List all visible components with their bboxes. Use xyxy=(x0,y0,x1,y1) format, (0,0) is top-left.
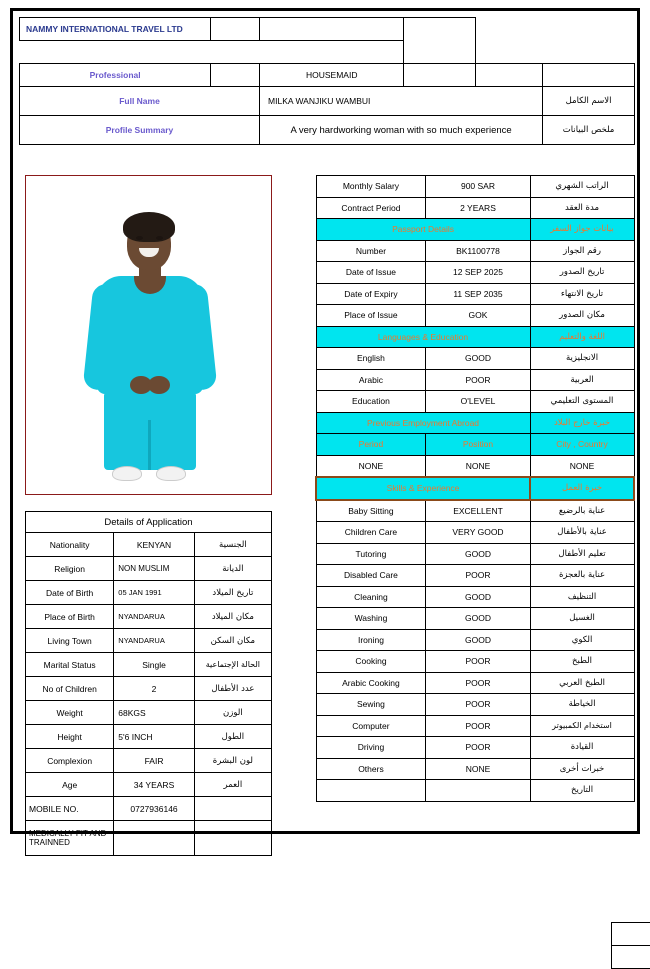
row-value: BK1100778 xyxy=(426,240,530,262)
full-name-ar-cell xyxy=(543,87,635,116)
row-label: Driving xyxy=(316,737,426,759)
table-row xyxy=(316,543,634,565)
row-ar: عناية بالأطفال xyxy=(530,522,634,544)
passport-title: Passport Details xyxy=(316,219,530,241)
table-row xyxy=(26,629,272,653)
position-value: HOUSEMAID xyxy=(306,70,357,80)
row-value: POOR xyxy=(426,565,530,587)
row-ar: مكان الصدور xyxy=(530,305,634,327)
row-ar: الكوي xyxy=(530,629,634,651)
row-label: Computer xyxy=(316,715,426,737)
row-label: Sewing xyxy=(316,694,426,716)
spacer-4 xyxy=(404,41,475,64)
full-name-value: MILKA WANJIKU WAMBUI xyxy=(260,96,370,106)
employment-col-position: Position xyxy=(426,434,530,456)
row-label: Height xyxy=(26,725,114,749)
profile-row xyxy=(20,116,635,145)
row-ar: العمر xyxy=(194,773,271,797)
row-label: Disabled Care xyxy=(316,565,426,587)
row-value: 34 YEARS xyxy=(114,773,194,797)
table-row xyxy=(316,197,634,219)
table-row xyxy=(316,758,634,780)
row-label: Arabic Cooking xyxy=(316,672,426,694)
row-value: POOR xyxy=(426,651,530,673)
row-value: 12 SEP 2025 xyxy=(426,262,530,284)
mobile-label: MOBILE NO. xyxy=(26,797,114,821)
profile-label-cell xyxy=(20,116,260,145)
languages-title-ar: اللغة والتعليم xyxy=(530,326,634,348)
row-ar: الوزن xyxy=(194,701,271,725)
medical-label: MEDICALLY FIT AND TRAINNED xyxy=(26,821,114,856)
row-value: NON MUSLIM xyxy=(114,557,194,581)
row-value: GOOD xyxy=(426,543,530,565)
table-row xyxy=(316,780,634,802)
application-title-cell xyxy=(26,512,272,533)
table-row xyxy=(612,923,650,946)
passport-section-header xyxy=(316,219,634,241)
skills-title: Skills & Experience xyxy=(316,477,530,500)
applicant-photo xyxy=(25,175,272,495)
row-ar: التنظيف xyxy=(530,586,634,608)
row-label: Ironing xyxy=(316,629,426,651)
table-row xyxy=(612,946,650,969)
row-ar: خبرات أخرى xyxy=(530,758,634,780)
photo-eye-left xyxy=(136,236,143,240)
table-row xyxy=(316,283,634,305)
table-row xyxy=(316,629,634,651)
row-value: POOR xyxy=(426,369,530,391)
mobile-value: 0727936146 xyxy=(114,797,194,821)
row-label: Religion xyxy=(26,557,114,581)
left-column xyxy=(25,175,290,856)
table-row xyxy=(26,581,272,605)
position-blank-3 xyxy=(475,64,542,87)
row-ar: الراتب الشهري xyxy=(530,176,634,198)
row-label: Contract Period xyxy=(316,197,426,219)
row-ar: عناية بالرضيع xyxy=(530,500,634,522)
row-ar: الطبخ العربي xyxy=(530,672,634,694)
company-name-cell xyxy=(20,18,211,41)
row-label: Marital Status xyxy=(26,653,114,677)
row-city-country: NONE xyxy=(530,455,634,477)
row-value: NONE xyxy=(426,758,530,780)
employment-section-header xyxy=(316,412,634,434)
row-ar: الغسيل xyxy=(530,608,634,630)
table-row xyxy=(26,677,272,701)
professional-cell xyxy=(20,64,211,87)
row-ar: تعليم الأطفال xyxy=(530,543,634,565)
photo-leg-split xyxy=(148,420,151,470)
row-label: Others xyxy=(316,758,426,780)
full-name-label: Full Name xyxy=(119,96,160,106)
table-row xyxy=(316,176,634,198)
row-ar: رقم الجواز xyxy=(530,240,634,262)
row-value: 2 xyxy=(114,677,194,701)
table-row xyxy=(316,522,634,544)
row-value: 68KGS xyxy=(114,701,194,725)
position-row xyxy=(20,64,635,87)
header-blank-2 xyxy=(260,18,404,41)
footer-cell xyxy=(612,923,650,946)
medical-blank-2 xyxy=(194,821,271,856)
employment-title-ar: خبرة خارج البلاد xyxy=(530,412,634,434)
row-ar: الحالة الإجتماعية xyxy=(194,653,271,677)
table-row xyxy=(316,737,634,759)
table-row xyxy=(316,694,634,716)
row-ar: مكان الميلاد xyxy=(194,605,271,629)
spacer-row xyxy=(20,41,635,64)
footer-cell xyxy=(612,946,650,969)
row-ar: الخياطة xyxy=(530,694,634,716)
row-ar: مدة العقد xyxy=(530,197,634,219)
document-inner xyxy=(19,17,635,829)
medical-row xyxy=(26,821,272,856)
row-ar: عناية بالعجزة xyxy=(530,565,634,587)
row-ar: القيادة xyxy=(530,737,634,759)
row-value: POOR xyxy=(426,694,530,716)
right-column xyxy=(315,175,635,802)
professional-label: Professional xyxy=(90,70,141,80)
row-value: GOOD xyxy=(426,629,530,651)
table-row xyxy=(316,262,634,284)
row-label: Complexion xyxy=(26,749,114,773)
row-value: POOR xyxy=(426,715,530,737)
profile-value-cell xyxy=(260,116,543,145)
medical-blank-1 xyxy=(114,821,194,856)
row-ar: استخدام الكمبيوتر xyxy=(530,715,634,737)
row-label: Children Care xyxy=(316,522,426,544)
row-position: NONE xyxy=(426,455,530,477)
row-value: GOK xyxy=(426,305,530,327)
row-value: 05 JAN 1991 xyxy=(114,581,194,605)
languages-title: Languages & Education xyxy=(316,326,530,348)
full-name-ar: الاسم الكامل xyxy=(566,96,612,106)
row-label: No of Children xyxy=(26,677,114,701)
profile-summary-value: A very hardworking woman with so much experience xyxy=(290,125,511,136)
row-value: GOOD xyxy=(426,586,530,608)
employment-title: Previous Employment Abroad xyxy=(316,412,530,434)
row-value: POOR xyxy=(426,737,530,759)
row-period: NONE xyxy=(316,455,426,477)
photo-shoe-left xyxy=(112,466,142,481)
profile-ar-cell xyxy=(543,116,635,145)
spacer-1 xyxy=(20,41,211,64)
passport-title-ar: بيانات جواز السفر xyxy=(530,219,634,241)
position-blank-1 xyxy=(211,64,260,87)
table-row xyxy=(316,565,634,587)
row-value: EXCELLENT xyxy=(426,500,530,522)
row-ar: التاريخ xyxy=(530,780,634,802)
table-row xyxy=(316,305,634,327)
table-row xyxy=(316,715,634,737)
table-row xyxy=(316,240,634,262)
table-row xyxy=(26,653,272,677)
application-details-table xyxy=(25,511,272,856)
row-label: Tutoring xyxy=(316,543,426,565)
row-ar: المستوى التعليمي xyxy=(530,391,634,413)
position-blank-4 xyxy=(543,64,635,87)
row-label: Cleaning xyxy=(316,586,426,608)
profile-summary-ar: ملخص البيانات xyxy=(563,125,615,135)
row-label: Cooking xyxy=(316,651,426,673)
table-row xyxy=(26,701,272,725)
row-value: 900 SAR xyxy=(426,176,530,198)
row-label: Baby Sitting xyxy=(316,500,426,522)
row-value: KENYAN xyxy=(114,533,194,557)
employment-col-city-country: City , Country xyxy=(530,434,634,456)
position-blank-2 xyxy=(404,64,475,87)
row-ar: الطبخ xyxy=(530,651,634,673)
row-label: Arabic xyxy=(316,369,426,391)
application-title: Details of Application xyxy=(104,517,192,528)
row-value: FAIR xyxy=(114,749,194,773)
employment-col-period: Period xyxy=(316,434,426,456)
row-ar: عدد الأطفال xyxy=(194,677,271,701)
right-details-table xyxy=(315,175,635,802)
row-ar: تاريخ الميلاد xyxy=(194,581,271,605)
row-ar: العربية xyxy=(530,369,634,391)
row-value: NYANDARUA xyxy=(114,605,194,629)
company-row xyxy=(20,18,635,41)
row-value xyxy=(426,780,530,802)
row-value: GOOD xyxy=(426,608,530,630)
profile-summary-label: Profile Summary xyxy=(106,125,174,135)
row-value: 11 SEP 2035 xyxy=(426,283,530,305)
table-row xyxy=(316,348,634,370)
table-row xyxy=(26,557,272,581)
company-name: NAMMY INTERNATIONAL TRAVEL LTD xyxy=(20,24,183,34)
row-value: GOOD xyxy=(426,348,530,370)
row-value: POOR xyxy=(426,672,530,694)
table-row xyxy=(316,672,634,694)
table-row xyxy=(26,725,272,749)
position-cell xyxy=(260,64,404,87)
languages-section-header xyxy=(316,326,634,348)
skills-section-header xyxy=(316,477,634,500)
table-row xyxy=(316,391,634,413)
table-row xyxy=(316,500,634,522)
employment-columns-row xyxy=(316,434,634,456)
row-ar: الديانة xyxy=(194,557,271,581)
row-label: Washing xyxy=(316,608,426,630)
mobile-blank xyxy=(194,797,271,821)
mobile-row xyxy=(26,797,272,821)
photo-hand-right xyxy=(148,376,170,394)
header-blank-3 xyxy=(404,18,475,41)
table-row xyxy=(26,605,272,629)
table-row xyxy=(26,749,272,773)
row-ar: الطول xyxy=(194,725,271,749)
document-page xyxy=(10,8,640,834)
full-name-label-cell xyxy=(20,87,260,116)
footer-blank-grid xyxy=(611,922,650,969)
row-value: 2 YEARS xyxy=(426,197,530,219)
spacer-3 xyxy=(260,41,404,64)
table-row xyxy=(316,586,634,608)
row-ar: تاريخ الصدور xyxy=(530,262,634,284)
full-name-value-cell xyxy=(260,87,543,116)
row-label: Place of Issue xyxy=(316,305,426,327)
table-row xyxy=(316,608,634,630)
table-row xyxy=(316,369,634,391)
application-title-row xyxy=(26,512,272,533)
row-label: Education xyxy=(316,391,426,413)
row-label: Monthly Salary xyxy=(316,176,426,198)
skills-title-ar: خبرة العمل xyxy=(530,477,634,500)
row-value: NYANDARUA xyxy=(114,629,194,653)
table-row xyxy=(316,651,634,673)
header-blank-1 xyxy=(211,18,260,41)
row-label: Date of Expiry xyxy=(316,283,426,305)
row-label: English xyxy=(316,348,426,370)
row-label xyxy=(316,780,426,802)
row-value: Single xyxy=(114,653,194,677)
table-row xyxy=(26,533,272,557)
row-label: Living Town xyxy=(26,629,114,653)
row-label: Weight xyxy=(26,701,114,725)
photo-eye-right xyxy=(156,236,163,240)
row-label: Nationality xyxy=(26,533,114,557)
table-row xyxy=(316,455,634,477)
row-label: Age xyxy=(26,773,114,797)
fullname-row xyxy=(20,87,635,116)
row-label: Place of Birth xyxy=(26,605,114,629)
photo-hair xyxy=(123,212,175,242)
header-table xyxy=(19,17,635,145)
row-label: Date of Birth xyxy=(26,581,114,605)
row-ar: الانجليزية xyxy=(530,348,634,370)
row-ar: الجنسية xyxy=(194,533,271,557)
row-ar: تاريخ الانتهاء xyxy=(530,283,634,305)
row-value: 5'6 INCH xyxy=(114,725,194,749)
row-ar: مكان السكن xyxy=(194,629,271,653)
row-label: Date of Issue xyxy=(316,262,426,284)
row-label: Number xyxy=(316,240,426,262)
table-row xyxy=(26,773,272,797)
row-value: O'LEVEL xyxy=(426,391,530,413)
spacer-2 xyxy=(211,41,260,64)
row-ar: لون البشرة xyxy=(194,749,271,773)
photo-shoe-right xyxy=(156,466,186,481)
row-value: VERY GOOD xyxy=(426,522,530,544)
